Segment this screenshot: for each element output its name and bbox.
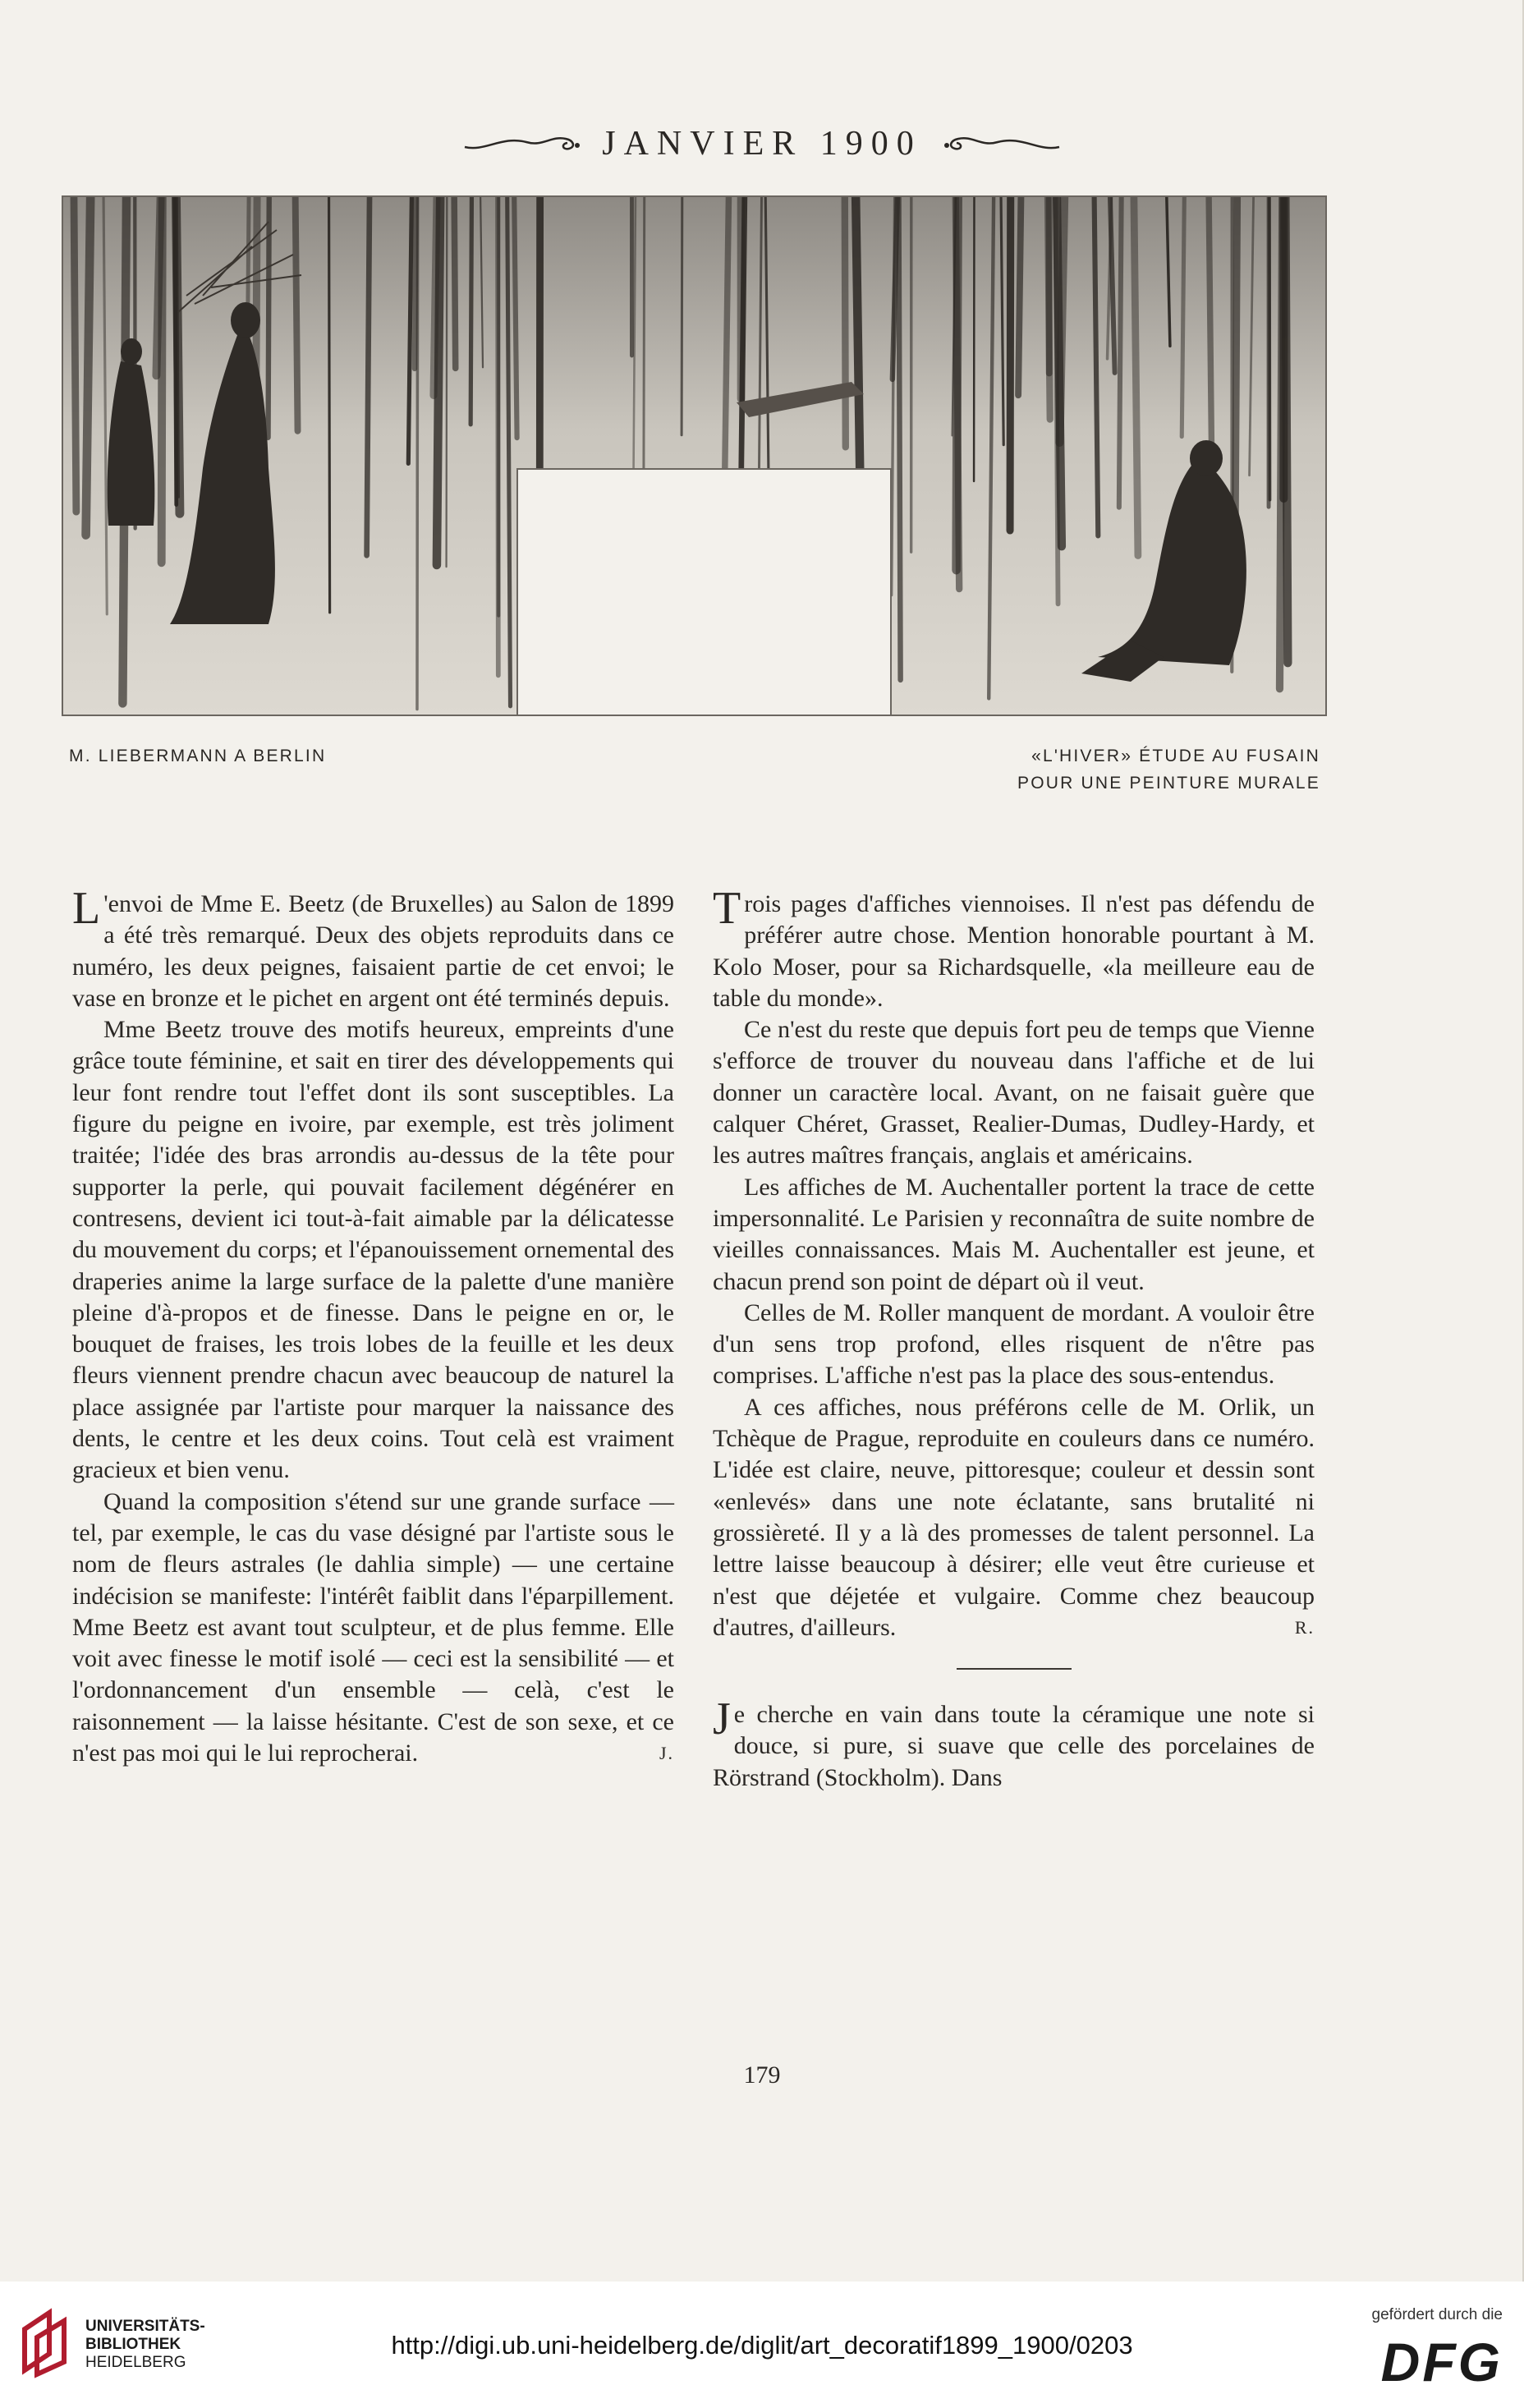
right-paragraph-1: [713, 883, 1315, 1014]
figure-caption-right: [1017, 742, 1320, 797]
university-line-2: BIBLIOTHEK: [85, 2336, 181, 2353]
figure-caption-right-line1: «L'HIVER» ÉTUDE AU FUSAIN: [1031, 747, 1320, 765]
left-ornament-icon: [461, 127, 584, 160]
page-number: 179: [743, 2061, 781, 2089]
university-line-3: HEIDELBERG: [85, 2354, 186, 2371]
right-paragraph-6: [713, 1693, 1315, 1794]
left-column: [72, 883, 674, 1769]
running-header: [0, 115, 1524, 172]
left-paragraph-3: [72, 1487, 674, 1770]
source-url-link[interactable]: http://digi.ub.uni-heidelberg.de/diglit/art_decoratif1899_1900/0203: [391, 2331, 1133, 2360]
university-line-1: UNIVERSITÄTS-: [85, 2318, 205, 2335]
paragraph-text: rois pages d'affiches viennoises. Il n'est pas défendu de préférer autre chose. Mention honorable pourtant à M. Kolo Moser, pour sa Richardsquelle, «la meilleure eau de table du monde».: [713, 890, 1315, 1012]
paragraph-text: Quand la composition s'étend sur une grande surface — tel, par exemple, le cas du vase désigné par l'artiste sous le nom de fleurs astrales (le dahlia simple) — une certaine indécision se manifeste: l'intérêt faiblit dans l'éparpillement. Mme Beetz est avant tout sculpteur, et de plus femme. Elle voit avec finesse le motif isolé — ceci est la sensibilité — et l'ordonnancement d'un ensemble — celà, c'est le raisonnement — la laisse hésitante. C'est de son sexe, et ce n'est pas moi qui le lui reprocherai.: [72, 1487, 674, 1767]
section-divider: [957, 1668, 1072, 1670]
left-paragraph-1: [72, 883, 674, 1014]
figure-caption-right-line2: POUR UNE PEINTURE MURALE: [1017, 774, 1320, 793]
paragraph-text: e cherche en vain dans toute la céramique une note si douce, si pure, si suave que celle des porcelaines de Rörstrand (Stockholm). Dans: [713, 1701, 1315, 1791]
paragraph-text: 'envoi de Mme E. Beetz (de Bruxelles) au Salon de 1899 a été très remarqué. Deux des objets reproduits dans ce numéro, les deux peignes, faisaient partie de cet envoi; le vase en bronze et le pichet en argent ont été terminés depuis.: [72, 890, 674, 1012]
dfg-logo: DFG: [1380, 2332, 1503, 2392]
text-notch: [516, 468, 892, 716]
sponsor-note: gefördert durch die: [1371, 2306, 1503, 2323]
author-signature: J.: [659, 1743, 674, 1764]
right-column: [713, 883, 1315, 1794]
paragraph-text: A ces affiches, nous préférons celle de M. Orlik, un Tchèque de Prague, reproduite en couleurs dans ce numéro. L'idée est claire, neuve, pittoresque; couleur et dessin sont «enlevés» dans une note éclatante, sans brutalité ni grossièreté. Il y a là des promesses de talent personnel. La lettre laisse beaucoup à désirer; elle veut être curieuse et n'est que déjetée et vulgaire. Comme chez beaucoup d'autres, d'ailleurs.: [713, 1393, 1315, 1641]
right-ornament-icon: [940, 127, 1063, 160]
page-title: JANVIER 1900: [602, 125, 922, 163]
charcoal-illustration: [62, 195, 1327, 716]
dropcap: L: [72, 883, 101, 934]
dropcap: J: [713, 1693, 731, 1745]
figure-caption-left: M. LIEBERMANN A BERLIN: [69, 747, 327, 765]
dropcap: T: [713, 883, 741, 934]
left-paragraph-2: Mme Beetz trouve des motifs heureux, empreints d'une grâce toute féminine, et sait en tirer des développements qui leur font rendre tout l'effet dont ils sont susceptibles. La figure du peigne en ivoire, par exemple, est très joliment traitée; l'idée des bras arrondis au-dessus de la tête pour supporter la perle, qui pouvait facilement dégénérer en contresens, devient ici tout-à-fait aimable par la délicatesse du mouvement du corps; et l'épanouissement ornemental des draperies anime la large surface de la palette d'une manière pleine d'à-propos et de finesse. Dans le peigne en or, le bouquet de fraises, les trois lobes de la feuille et les deux fleurs viennent prendre chacun avec beaucoup de naturel la place assignée par l'artiste pour marquer la naissance des dents, le centre et les deux coins. Tout celà est vraiment gracieux et bien venu.: [72, 1016, 674, 1484]
right-paragraph-4: Celles de M. Roller manquent de mordant. A vouloir être d'un sens trop profond, elles risquent de n'être pas comprises. L'affiche n'est pas la place des sous-entendus.: [713, 1298, 1315, 1390]
author-signature: R.: [1294, 1616, 1315, 1638]
footer-bar: [0, 2282, 1524, 2408]
right-paragraph-5: [713, 1392, 1315, 1643]
right-paragraph-3: Les affiches de M. Auchentaller portent la trace de cette impersonnalité. Le Parisien y reconnaîtra de suite nombre de vieilles connaissances. Mais M. Auchentaller est jeune, et chacun prend son point de départ où il veut.: [713, 1173, 1315, 1295]
right-paragraph-2: Ce n'est du reste que depuis fort peu de temps que Vienne s'efforce de trouver du nouveau dans l'affiche et de lui donner un caractère local. Avant, on ne faisait guère que calquer Chéret, Grasset, Realier-Dumas, Dudley-Hardy, et les autres maîtres français, anglais et américains.: [713, 1016, 1315, 1170]
